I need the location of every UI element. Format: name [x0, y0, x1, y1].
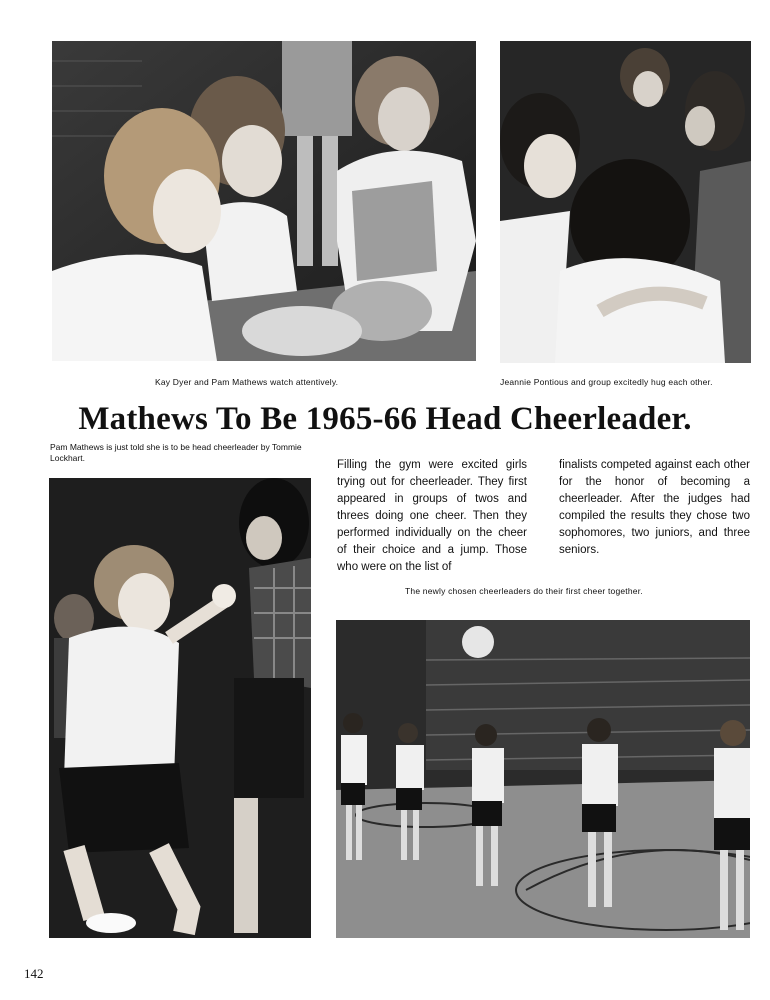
page-headline: Mathews To Be 1965-66 Head Cheerleader. [78, 401, 692, 437]
article-column-1: Filling the gym were excited girls trying out for cheerleader. They first appeared in groups of twos and threes doing one cheer. Then they performed individually on the cheer of their choice and a jump. Those who were on the list of [337, 459, 527, 573]
article-column-2: finalists competed against each other for the honor of becoming a cheerleader. After the judges had compiled the results they chose two sophomores, two juniors, and three seniors. [559, 459, 750, 556]
photo-pam-told-head-cheerleader [49, 478, 311, 938]
photo-caption-bottom-right: The newly chosen cheerleaders do their first cheer together. [405, 586, 643, 596]
photo-caption-top-left: Kay Dyer and Pam Mathews watch attentively. [155, 377, 339, 387]
photo-kay-and-pam-watching [52, 41, 476, 361]
photo-caption-top-right: Jeannie Pontious and group excitedly hug each other. [500, 377, 713, 387]
photo-new-cheerleaders-first-cheer [336, 620, 750, 938]
page-number: 142 [24, 966, 44, 981]
photo-jeannie-group-hug [500, 41, 751, 363]
photo-caption-left: Pam Mathews is just told she is to be head cheerleader by Tommie Lockhart. [50, 442, 302, 463]
